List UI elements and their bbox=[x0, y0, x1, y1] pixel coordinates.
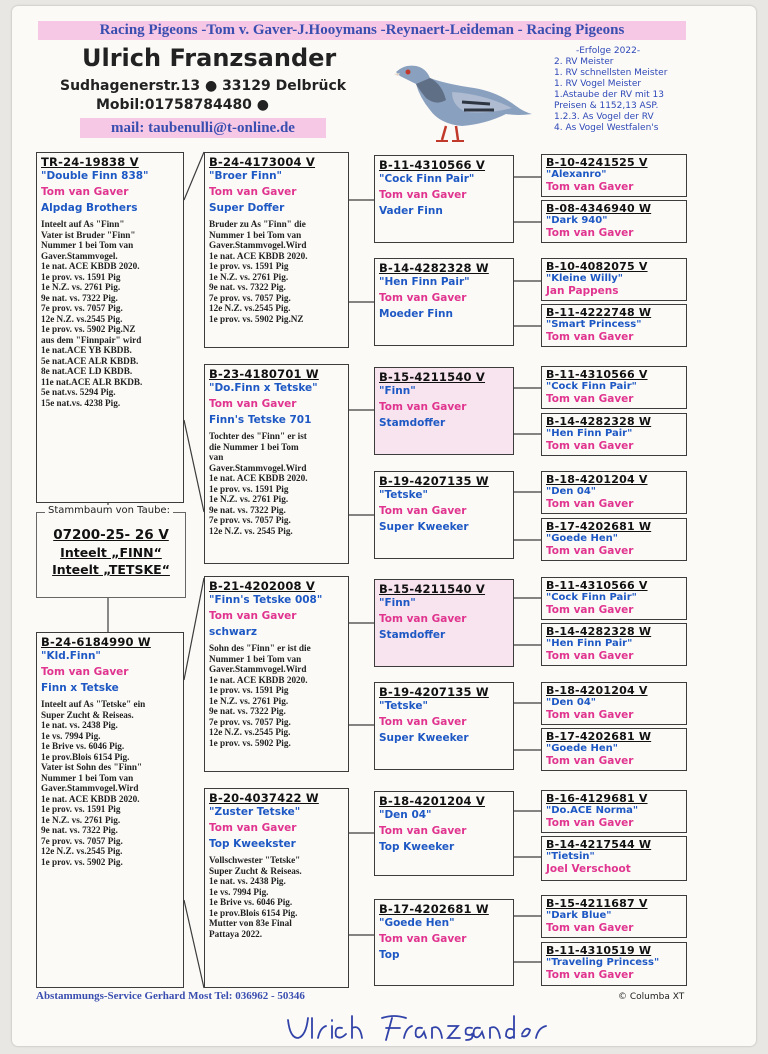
note-line: 1e prov. vs. 5902 Pig.NZ bbox=[41, 324, 136, 334]
note-line: 1e nat. vs. 2438 Pig. bbox=[41, 720, 118, 730]
ring-number: B-10-4241525 V bbox=[546, 156, 648, 169]
note-line: 9e nat. vs. 7322 Pig. bbox=[209, 706, 286, 716]
note-line: die Nummer 1 bei Tom bbox=[209, 441, 299, 452]
strain-name: Super Kweeker bbox=[379, 521, 469, 533]
breeder-name: Tom van Gaver bbox=[379, 189, 467, 201]
note-line: Sohn des "Finn" er ist die bbox=[209, 643, 311, 653]
note-line: 12e N.Z. vs. 2545 Pig. bbox=[209, 525, 293, 536]
ring-number: B-11-4310566 V bbox=[546, 579, 648, 592]
pigeon-name: "Tetske" bbox=[379, 700, 428, 712]
ring-number: B-14-4217544 W bbox=[546, 838, 652, 851]
note-line: aus dem "Finnpair" wird bbox=[41, 334, 142, 345]
pigeon-name: "Do.ACE Norma" bbox=[546, 805, 639, 816]
note-line: Mutter von 83e Final bbox=[209, 918, 292, 928]
handwritten-signature bbox=[282, 1012, 552, 1046]
stammbaum-label bbox=[36, 505, 186, 598]
ring-number: B-14-4282328 W bbox=[546, 415, 652, 428]
note-line: Gaver.Stammvogel.Wird bbox=[41, 783, 139, 793]
strain-name: Super Kweeker bbox=[379, 732, 469, 744]
note-line: 7e prov. vs. 7057 Pig. bbox=[209, 292, 291, 303]
grandparent-card bbox=[374, 258, 514, 346]
breeder-name: Tom van Gaver bbox=[209, 610, 297, 622]
pedigree-notes bbox=[209, 643, 344, 748]
strain-name: Vader Finn bbox=[379, 205, 443, 217]
breeder-name: Tom van Gaver bbox=[41, 666, 129, 678]
ring-number: B-14-4282328 W bbox=[546, 625, 652, 638]
breeder-name: Tom van Gaver bbox=[209, 398, 297, 410]
breeder-name: Tom van Gaver bbox=[41, 186, 129, 198]
ring-number: TR-24-19838 V bbox=[41, 155, 139, 169]
breeder-name: Tom van Gaver bbox=[546, 922, 634, 934]
pigeon-name: "Finn's Tetske 008" bbox=[209, 594, 323, 606]
ring-number: B-18-4201204 V bbox=[546, 473, 648, 486]
ring-number: B-17-4202681 W bbox=[546, 520, 652, 533]
note-line: 15e nat.vs. 4238 Pig. bbox=[41, 397, 121, 408]
strain-name: Stamdoffer bbox=[379, 629, 446, 641]
note-line: van bbox=[209, 452, 224, 462]
footer-service-text: Abstammungs-Service Gerhard Most Tel: 036962 - 50346 bbox=[36, 990, 305, 1002]
note-line: 1e vs. 7994 Pig. bbox=[209, 886, 269, 897]
ring-number: B-18-4201204 V bbox=[546, 684, 648, 697]
pigeon-name: "Kleine Willy" bbox=[546, 273, 624, 284]
note-line: 1e prov.Blois 6154 Pig. bbox=[209, 907, 298, 918]
great-grandparent-card bbox=[541, 895, 687, 938]
breeder-name: Tom van Gaver bbox=[379, 933, 467, 945]
pigeon-name: "Goede Hen" bbox=[379, 917, 455, 929]
pedigree-notes bbox=[209, 431, 344, 536]
ring-number: B-10-4082075 V bbox=[546, 260, 648, 273]
breeder-name: Tom van Gaver bbox=[546, 604, 634, 616]
ring-number: B-15-4211540 V bbox=[379, 370, 486, 384]
note-line: 8e nat.ACE LD KBDB. bbox=[41, 366, 133, 376]
great-grandparent-card bbox=[541, 682, 687, 725]
great-grandparent-card bbox=[541, 623, 687, 666]
strain-name: Super Doffer bbox=[209, 202, 285, 214]
great-grandparent-card bbox=[541, 258, 687, 301]
pigeon-name: "Hen Finn Pair" bbox=[546, 638, 633, 649]
achievement-item: 4. As Vogel Westfalen's bbox=[554, 123, 659, 133]
ring-number: B-11-4222748 W bbox=[546, 306, 652, 319]
pigeon-name: "Dark Blue" bbox=[546, 910, 612, 921]
note-line: 9e nat. vs. 7322 Pig. bbox=[41, 292, 118, 303]
note-line: 1e nat. ACE KBDB 2020. bbox=[209, 250, 308, 261]
pedigree-notes bbox=[41, 699, 179, 867]
great-grandparent-card bbox=[541, 304, 687, 347]
breeder-name: Tom van Gaver bbox=[209, 186, 297, 198]
ring-number: B-20-4037422 W bbox=[209, 791, 319, 805]
note-line: 7e prov. vs. 7057 Pig. bbox=[209, 515, 291, 525]
grandparent-card bbox=[374, 791, 514, 876]
breeder-name: Tom van Gaver bbox=[546, 498, 634, 510]
pigeon-name: "Kld.Finn" bbox=[41, 650, 101, 662]
note-line: 7e prov. vs. 7057 Pig. bbox=[41, 835, 123, 846]
note-line: 1e nat. vs. 2438 Pig. bbox=[209, 876, 286, 886]
note-line: Inteelt auf As "Tetske" ein bbox=[41, 699, 146, 709]
note-line: 9e nat. vs. 7322 Pig. bbox=[41, 825, 118, 835]
note-line: 12e N.Z. vs.2545 Pig. bbox=[41, 846, 123, 856]
ring-number: B-18-4201204 V bbox=[379, 794, 486, 808]
pigeon-name: "Den 04" bbox=[546, 486, 597, 497]
achievement-item: 1. RV Vogel Meister bbox=[554, 79, 642, 89]
note-line: 5e nat.vs. 5294 Pig. bbox=[41, 387, 116, 397]
pigeon-name: "Smart Princess" bbox=[546, 319, 642, 330]
great-grandparent-card bbox=[541, 154, 687, 197]
note-line: Vater ist Sohn des "Finn" bbox=[41, 762, 143, 772]
note-line: 7e prov. vs. 7057 Pig. bbox=[41, 303, 123, 313]
strain-name: Moeder Finn bbox=[379, 308, 453, 320]
breeder-name: Tom van Gaver bbox=[379, 613, 467, 625]
strain-name: Finn's Tetske 701 bbox=[209, 414, 312, 426]
note-line: 1e prov. vs. 1591 Pig bbox=[209, 685, 289, 695]
owner-mobile: Mobil:01758784480 ● bbox=[96, 97, 270, 113]
note-line: 1e N.Z. vs. 2761 Pig. bbox=[41, 282, 121, 292]
note-line: 1e nat. ACE KBDB 2020. bbox=[209, 473, 308, 483]
parent-card bbox=[204, 576, 349, 772]
note-line: 1e prov. vs. 1591 Pig bbox=[209, 261, 289, 271]
note-line: 1e prov. vs. 5902 Pig.NZ bbox=[209, 313, 304, 324]
breeder-name: Tom van Gaver bbox=[379, 401, 467, 413]
note-line: 1e prov.Blois 6154 Pig. bbox=[41, 751, 130, 762]
breeder-name: Tom van Gaver bbox=[546, 181, 634, 193]
note-line: 1e nat. ACE KBDB 2020. bbox=[209, 674, 308, 685]
owner-name: Ulrich Franzsander bbox=[82, 44, 337, 72]
pigeon-name: "Finn" bbox=[379, 597, 416, 609]
note-line: Nummer 1 bei Tom van bbox=[41, 772, 134, 783]
note-line: 1e prov. vs. 5902 Pig. bbox=[209, 737, 291, 748]
strain-name: Alpdag Brothers bbox=[41, 202, 138, 214]
grandparent-card bbox=[374, 155, 514, 243]
breeder-name: Jan Pappens bbox=[546, 285, 619, 297]
pigeon-name: "Cock Finn Pair" bbox=[546, 381, 637, 392]
owner-address: Sudhagenerstr.13 ● 33129 Delbrück bbox=[60, 78, 347, 94]
great-grandparent-card bbox=[541, 518, 687, 561]
note-line: 1e vs. 7994 Pig. bbox=[41, 730, 101, 741]
pigeon-name: "Goede Hen" bbox=[546, 533, 618, 544]
note-line: 5e nat.ACE ALR KBDB. bbox=[41, 355, 139, 366]
ring-number: B-24-6184990 W bbox=[41, 635, 151, 649]
ring-number: B-11-4310566 V bbox=[546, 368, 648, 381]
note-line: Vollschwester "Tetske" bbox=[209, 855, 301, 865]
note-line: 12e N.Z. vs.2545 Pig. bbox=[209, 727, 291, 737]
subject-dam-card bbox=[36, 632, 184, 988]
strain-name: Stamdoffer bbox=[379, 417, 446, 429]
pigeon-name: "Cock Finn Pair" bbox=[379, 173, 475, 185]
note-line: 1e prov. vs. 5902 Pig. bbox=[41, 856, 123, 867]
breeder-name: Tom van Gaver bbox=[546, 545, 634, 557]
breeder-name: Tom van Gaver bbox=[546, 969, 634, 981]
great-grandparent-card bbox=[541, 200, 687, 243]
great-grandparent-card bbox=[541, 728, 687, 771]
inbreeding-line-2: Inteelt „TETSKE“ bbox=[52, 562, 170, 577]
ring-number: B-19-4207135 W bbox=[379, 685, 489, 699]
great-grandparent-card bbox=[541, 413, 687, 456]
pigeon-name: "Cock Finn Pair" bbox=[546, 592, 637, 603]
breeder-name: Tom van Gaver bbox=[546, 817, 634, 829]
pedigree-notes bbox=[209, 855, 344, 939]
subject-ring-number: 07200-25- 26 V bbox=[53, 527, 169, 543]
breeder-name: Tom van Gaver bbox=[546, 393, 634, 405]
strain-name: schwarz bbox=[209, 626, 258, 638]
ring-number: B-15-4211540 V bbox=[379, 582, 486, 596]
grandparent-card bbox=[374, 682, 514, 770]
breeder-name: Tom van Gaver bbox=[379, 292, 467, 304]
note-line: 1e N.Z. vs. 2761 Pig. bbox=[209, 695, 289, 706]
great-grandparent-card bbox=[541, 836, 687, 881]
note-line: Super Zucht & Reiseas. bbox=[41, 709, 134, 720]
pedigree-notes bbox=[209, 219, 344, 324]
note-line: 1e prov. vs. 1591 Pig bbox=[209, 483, 289, 494]
note-line: 1e prov. vs. 1591 Pig bbox=[41, 271, 121, 282]
header-banner: Racing Pigeons -Tom v. Gaver-J.Hooymans -Reynaert-Leideman - Racing Pigeons bbox=[38, 21, 686, 40]
note-line: 9e nat. vs. 7322 Pig. bbox=[209, 282, 286, 292]
pigeon-name: "Hen Finn Pair" bbox=[546, 428, 633, 439]
breeder-name: Tom van Gaver bbox=[546, 227, 634, 239]
ring-number: B-24-4173004 V bbox=[209, 155, 316, 169]
note-line: 1e prov. vs. 1591 Pig bbox=[41, 804, 121, 814]
inbreeding-line-1: Inteelt „FINN“ bbox=[60, 545, 162, 560]
pigeon-name: "Goede Hen" bbox=[546, 743, 618, 754]
ring-number: B-15-4211687 V bbox=[546, 897, 648, 910]
note-line: Tochter des "Finn" er ist bbox=[209, 431, 307, 441]
note-line: 1e nat. ACE KBDB 2020. bbox=[41, 793, 140, 804]
pigeon-name: "Traveling Princess" bbox=[546, 957, 660, 968]
strain-name: Top Kweekster bbox=[209, 838, 296, 850]
note-line: Super Zucht & Reiseas. bbox=[209, 865, 302, 876]
note-line: 7e prov. vs. 7057 Pig. bbox=[209, 716, 291, 727]
footer-copyright: © Columba XT bbox=[618, 992, 685, 1002]
stammbaum-caption: Stammbaum von Taube: bbox=[45, 505, 173, 516]
parent-card bbox=[204, 788, 349, 988]
ring-number: B-16-4129681 V bbox=[546, 792, 648, 805]
strain-name: Top bbox=[379, 949, 400, 961]
strain-name: Finn x Tetske bbox=[41, 682, 119, 694]
breeder-name: Tom van Gaver bbox=[209, 822, 297, 834]
pigeon-name: "Broer Finn" bbox=[209, 170, 283, 182]
note-line: Gaver.Stammvogel.Wird bbox=[209, 462, 307, 473]
great-grandparent-card bbox=[541, 366, 687, 409]
achievement-item: 1.2.3. As Vogel der RV bbox=[554, 112, 654, 122]
breeder-name: Tom van Gaver bbox=[546, 650, 634, 662]
note-line: Pattaya 2022. bbox=[209, 928, 263, 939]
note-line: 9e nat. vs. 7322 Pig. bbox=[209, 504, 286, 515]
grandparent-card bbox=[374, 367, 514, 455]
breeder-name: Tom van Gaver bbox=[546, 755, 634, 767]
breeder-name: Tom van Gaver bbox=[379, 716, 467, 728]
note-line: Vater ist Bruder "Finn" bbox=[41, 229, 136, 240]
pigeon-name: "Double Finn 838" bbox=[41, 170, 149, 182]
note-line: 1e nat.ACE YB KBDB. bbox=[41, 345, 132, 355]
achievement-item: Preisen & 1152,13 ASP. bbox=[554, 101, 659, 111]
note-line: Nummer 1 bei Tom van bbox=[209, 229, 302, 240]
grandparent-card bbox=[374, 579, 514, 667]
ring-number: B-21-4202008 V bbox=[209, 579, 316, 593]
achievement-item: 1.Astaube der RV mit 13 bbox=[554, 90, 664, 100]
ring-number: B-08-4346940 W bbox=[546, 202, 652, 215]
note-line: 1e Brive vs. 6046 Pig. bbox=[41, 741, 125, 751]
parent-card bbox=[204, 152, 349, 348]
pigeon-name: "Tietsin" bbox=[546, 851, 595, 862]
note-line: 11e nat.ACE ALR BKDB. bbox=[41, 376, 143, 387]
grandparent-card bbox=[374, 899, 514, 986]
note-line: 1e N.Z. vs. 2761 Pig. bbox=[41, 814, 121, 825]
ring-number: B-11-4310566 V bbox=[379, 158, 486, 172]
pedigree-notes bbox=[41, 219, 179, 408]
ring-number: B-17-4202681 W bbox=[546, 730, 652, 743]
strain-name: Top Kweeker bbox=[379, 841, 455, 853]
breeder-name: Tom van Gaver bbox=[546, 440, 634, 452]
note-line: Nummer 1 bei Tom van bbox=[41, 240, 134, 250]
pigeon-name: "Finn" bbox=[379, 385, 416, 397]
breeder-name: Tom van Gaver bbox=[379, 825, 467, 837]
achievements-title: -Erfolge 2022- bbox=[576, 46, 641, 56]
note-line: Gaver.Stammvogel.Wird bbox=[209, 240, 307, 250]
pigeon-name: "Alexanro" bbox=[546, 169, 607, 180]
pigeon-name: "Do.Finn x Tetske" bbox=[209, 382, 318, 394]
ring-number: B-14-4282328 W bbox=[379, 261, 489, 275]
breeder-name: Joel Verschoot bbox=[546, 863, 631, 875]
ring-number: B-23-4180701 W bbox=[209, 367, 319, 381]
great-grandparent-card bbox=[541, 790, 687, 833]
achievement-item: 2. RV Meister bbox=[554, 57, 614, 67]
breeder-name: Tom van Gaver bbox=[546, 709, 634, 721]
ring-number: B-17-4202681 W bbox=[379, 902, 489, 916]
note-line: 1e N.Z. vs. 2761 Pig. bbox=[209, 494, 289, 504]
note-line: Inteelt auf As "Finn" bbox=[41, 219, 125, 229]
note-line: Nummer 1 bei Tom van bbox=[209, 653, 302, 664]
note-line: 1e nat. ACE KBDB 2020. bbox=[41, 261, 140, 271]
subject-sire-card bbox=[36, 152, 184, 503]
pigeon-name: "Zuster Tetske" bbox=[209, 806, 301, 818]
pigeon-name: "Hen Finn Pair" bbox=[379, 276, 470, 288]
great-grandparent-card bbox=[541, 471, 687, 514]
pigeon-name: "Dark 940" bbox=[546, 215, 608, 226]
breeder-name: Tom van Gaver bbox=[379, 505, 467, 517]
note-line: 12e N.Z. vs.2545 Pig. bbox=[209, 303, 291, 313]
ring-number: B-11-4310519 W bbox=[546, 944, 652, 957]
note-line: Bruder zu As "Finn" die bbox=[209, 219, 306, 229]
great-grandparent-card bbox=[541, 942, 687, 986]
parent-card bbox=[204, 364, 349, 564]
note-line: 1e N.Z. vs. 2761 Pig. bbox=[209, 271, 289, 282]
note-line: Gaver.Stammvogel.Wird bbox=[209, 664, 307, 674]
achievement-item: 1. RV schnellsten Meister bbox=[554, 68, 668, 78]
grandparent-card bbox=[374, 471, 514, 559]
pigeon-name: "Tetske" bbox=[379, 489, 428, 501]
note-line: Gaver.Stammvogel. bbox=[41, 250, 118, 261]
note-line: 1e Brive vs. 6046 Pig. bbox=[209, 897, 293, 907]
great-grandparent-card bbox=[541, 577, 687, 620]
breeder-name: Tom van Gaver bbox=[546, 331, 634, 343]
pigeon-name: "Den 04" bbox=[379, 809, 432, 821]
pigeon-name: "Den 04" bbox=[546, 697, 597, 708]
owner-email: mail: taubenulli@t-online.de bbox=[80, 118, 326, 138]
note-line: 12e N.Z. vs.2545 Pig. bbox=[41, 313, 123, 324]
ring-number: B-19-4207135 W bbox=[379, 474, 489, 488]
